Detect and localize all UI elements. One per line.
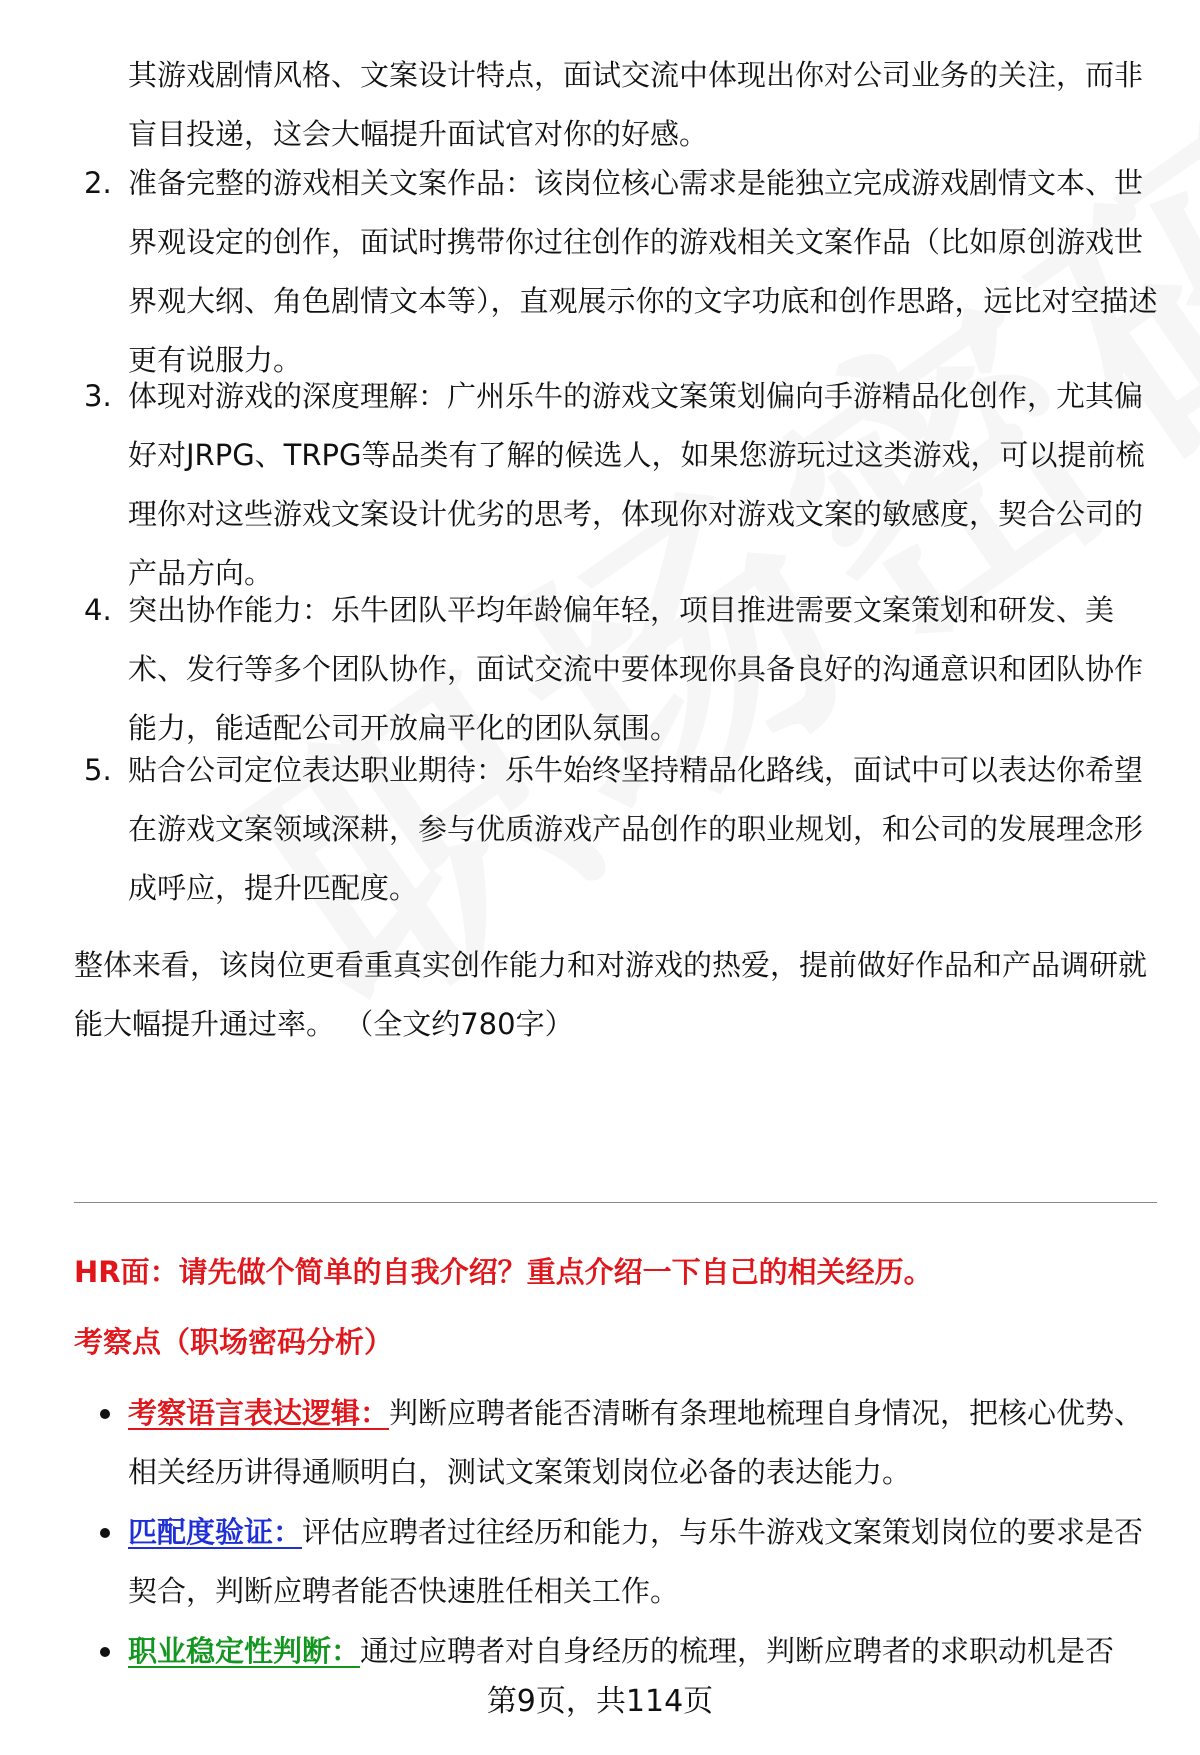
list-item [74,367,1164,603]
bullet-item [74,1622,1164,1681]
list-item-number: 5. [84,753,112,787]
bullet-dot-icon [100,1528,110,1538]
list-item-text: 贴合公司定位表达职业期待：乐牛始终坚持精品化路线，面试中可以表达你希望在游戏文案领域深耕，参与优质游戏产品创作的职业规划，和公司的发展理念形成呼应，提升匹配度。 [128,753,1144,905]
list-item-text: 准备完整的游戏相关文案作品：该岗位核心需求是能独立完成游戏剧情文本、世界观设定的创作，面试时携带你过往创作的游戏相关文案作品（比如原创游戏世界观大纲、角色剧情文本等），直观展示你的文字功底和创作思路，远比对空描述更有说服力。 [128,166,1158,377]
list-item-number: 2. [84,166,112,200]
summary-paragraph: 整体来看，该岗位更看重真实创作能力和对游戏的热爱，提前做好作品和产品调研就能大幅提升通过率。 （全文约780字） [74,948,1148,1041]
intro-continuation: 其游戏剧情风格、文案设计特点，面试交流中体现出你对公司业务的关注，而非盲目投递，这会大幅提升面试官对你的好感。 [128,58,1144,151]
page-footer: 第9页，共114页 [486,1684,714,1719]
list-item-text: 体现对游戏的深度理解：广州乐牛的游戏文案策划偏向手游精品化创作，尤其偏好对JRPG、TRPG等品类有了解的候选人，如果您游玩过这类游戏，可以提前梳理你对这些游戏文案设计优劣的思考，体现你对游戏文案的敏感度，契合公司的产品方向。 [128,379,1145,590]
list-item [74,154,1164,390]
bullet-keyword: 考察语言表达逻辑： [128,1396,390,1430]
hr-question: HR面：请先做个简单的自我介绍？重点介绍一下自己的相关经历。 [74,1255,933,1289]
bullet-text: 评估应聘者过往经历和能力，与乐牛游戏文案策划岗位的要求是否契合，判断应聘者能否快速胜任相关工作。 [128,1515,1144,1608]
bullet-dot-icon [100,1409,110,1419]
bullet-text: 通过应聘者对自身经历的梳理，判断应聘者的求职动机是否 [360,1634,1115,1668]
list-item-number: 4. [84,593,112,627]
list-item-text: 突出协作能力：乐牛团队平均年龄偏年轻，项目推进需要文案策划和研发、美术、发行等多个团队协作，面试交流中要体现你具备良好的沟通意识和团队协作能力，能适配公司开放扁平化的团队氛围。 [128,593,1144,745]
bullet-keyword: 匹配度验证： [128,1515,303,1549]
bullet-item [74,1503,1164,1621]
analysis-heading: 考察点（职场密码分析） [74,1325,394,1359]
list-item [74,581,1164,758]
bullet-item [74,1384,1164,1502]
bullet-text: 判断应聘者能否清晰有条理地梳理自身情况，把核心优势、相关经历讲得通顺明白，测试文案策划岗位必备的表达能力。 [128,1396,1144,1489]
bullet-dot-icon [100,1647,110,1657]
section-divider [74,1202,1157,1203]
list-item [74,741,1164,918]
list-item-number: 3. [84,379,112,413]
bullet-keyword: 职业稳定性判断： [128,1634,361,1668]
